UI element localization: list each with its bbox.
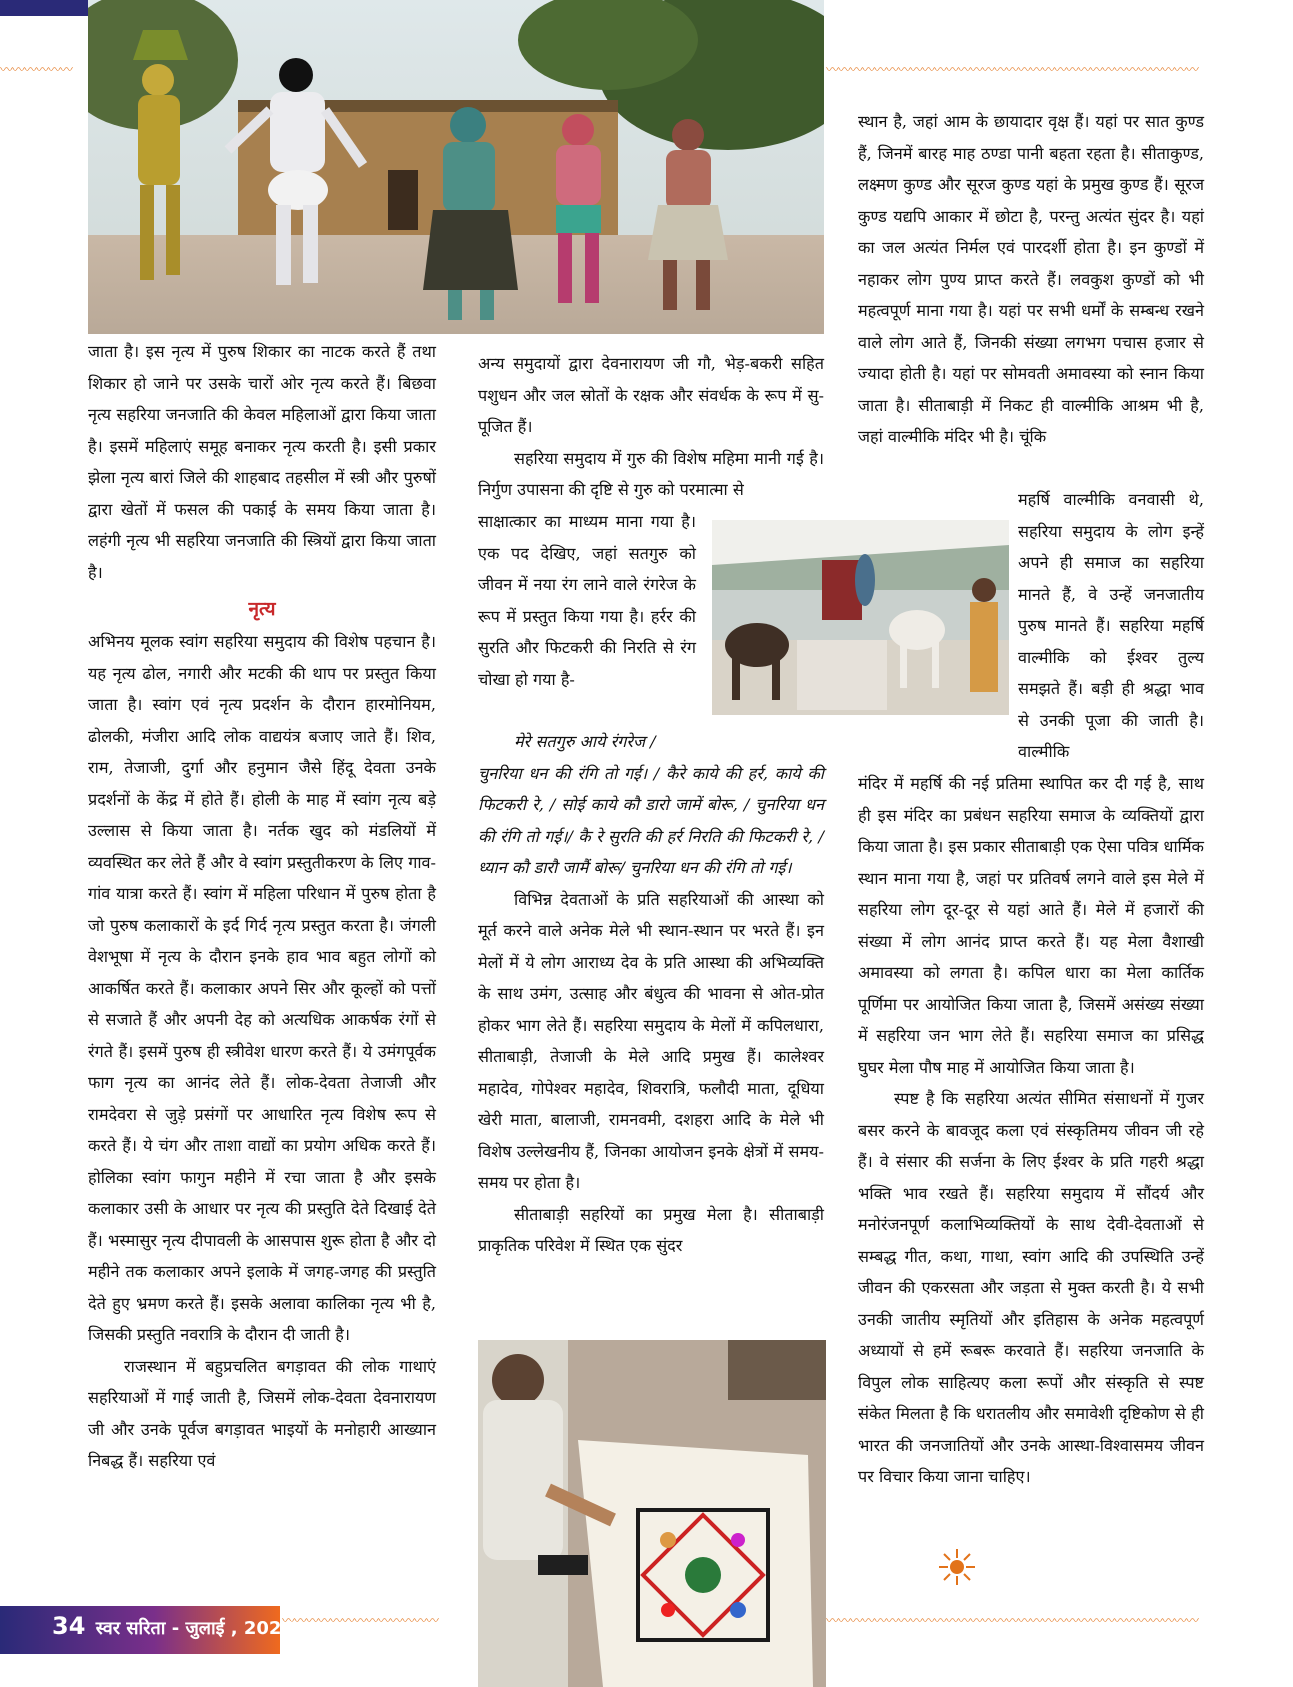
shrine-statues-photo (712, 520, 1009, 715)
section-heading-nritya: नृत्य (248, 598, 276, 620)
middle-paragraph-3: विभिन्न देवताओं के प्रति सहरियाओं की आस्था को मूर्त करने वाले अनेक मेले भी स्थान-स्थान पर भरते हैं। इन मेलों में ये लोग आराध्य देव के प्रति आस्था की अभिव्यक्ति के साथ उमंग, उत्साह और बंधुत्व की भावना से ओत-प्रोत होकर भाग लेते हैं। सहरिया समुदाय के मेलों में कपिलधारा, सीताबाड़ी, तेजाजी के मेले आदि प्रमुख हैं। कालेश्वर महादेव, गोपेश्वर महादेव, शिवरात्रि, फलौदी माता, दूधिया खेरी माता, बालाजी, रामनवमी, दशहरा आदि के मेले भी विशेष उल्लेखनीय हैं, जिनका आयोजन इनके क्षेत्रों में समय-समय पर होता है। (478, 889, 824, 1192)
top-bar-dark (0, 0, 88, 16)
bottom-right-border: 〰〰〰〰〰〰〰〰〰〰〰〰〰〰〰〰〰〰〰〰〰〰〰〰〰〰〰〰〰〰〰 (826, 1614, 1199, 1629)
left-paragraph-3: राजस्थान में बहुप्रचलित बगड़ावत की लोक गाथाएं सहरियाओं में गाई जाती है, जिसमें लोक-देवता देवनारायण जी और उनके पूर्वज बगड़ावत भाइयों के मनोहारी आख्यान निबद्ध हैं। सहरिया एवं (88, 1356, 436, 1470)
middle-column-narrow (478, 506, 696, 695)
footer-text (52, 1612, 294, 1640)
end-sun-icon (938, 1548, 976, 1586)
page-number: 34 (52, 1612, 86, 1640)
top-right-border: 〰〰〰〰〰〰〰〰〰〰〰〰〰〰〰〰〰〰〰〰〰〰〰〰〰〰〰〰〰〰〰 (826, 63, 1199, 78)
middle-paragraph-4: सीताबाड़ी सहरियों का प्रमुख मेला है। सीताबाड़ी प्राकृतिक परिवेश में स्थित एक सुंदर (478, 1204, 824, 1255)
middle-column-top (478, 348, 824, 506)
middle-column-bottom (478, 726, 824, 1262)
middle-paragraph-2: सहरिया समुदाय में गुरु की विशेष महिमा मानी गई है। निर्गुण उपासना की दृष्टि से गुरु को परमात्मा से (478, 448, 824, 499)
middle-paragraph-1: अन्य समुदायों द्वारा देवनारायण जी गौ, भेड़-बकरी सहित पशुधन और जल स्रोतों के रक्षक और संवर्धक के रूप में सु-पूजित हैं। (478, 354, 824, 436)
right-column-narrow (1018, 484, 1204, 768)
right-paragraph-3: स्पष्ट है कि सहरिया अत्यंत सीमित संसाधनों में गुजर बसर करने के बावजूद कला एवं संस्कृतिमय जीवन जी रहे हैं। वे संसार की सर्जना के लिए ईश्वर के प्रति गहरी श्रद्धा भक्ति भाव रखते हैं। सहरिया समुदाय में सौंदर्य और मनोरंजनपूर्ण कलाभिव्यक्तियों के साथ देवी-देवताओं से सम्बद्ध गीत, कथा, गाथा, स्वांग आदि की उपस्थिति उन्हें जीवन की एकरसता और जड़ता से मुक्त करती है। ये सभी उनकी जातीय स्मृतियों और इतिहास के अनेक महत्वपूर्ण अध्यायों से हमें रूबरू करवाते हैं। सहरिया जनजाति के विपुल लोक साहित्यए कला रूपों और संस्कृति से स्पष्ट संकेत मिलता है कि धरातलीय और समावेशी दृष्टिकोण से ही भारत की जनजातियों और उनके आस्था-विश्वासमय जीवन पर विचार किया जाना चाहिए। (858, 1089, 1204, 1486)
magazine-issue: स्वर सरिता - जुलाई , 2024 (95, 1618, 294, 1639)
artist-painting-photo (478, 1340, 826, 1687)
right-column-bottom (858, 768, 1204, 1493)
left-column (88, 336, 436, 1477)
right-column-top (858, 106, 1204, 453)
middle-paragraph-narrow: साक्षात्कार का माध्यम माना गया है। एक पद देखिए, जहां सतगुरु को जीवन में नया रंग लाने वाले रंगरेज के रूप में प्रस्तुत किया गया है। हर्रर की सुरति और फिटकरी की निरति से रंग चोखा हो गया है- (478, 512, 696, 689)
bottom-left-border: 〰〰〰〰〰〰〰〰〰〰〰〰〰 (282, 1614, 439, 1629)
poem-body: चुनरिया धन की रंगि तो गई। / कैरे काये की हर्र, काये की फिटकरी रे, / सोई काये कौ डारो जामें बोरू, / चुनरिया धन की रंगि तो गई।/ कै रे सुरति की हर्र निरति की फिटकरी रे, / ध्यान कौ डारौ जामैं बोरू/ चुनरिया धन की रंगि तो गई। (478, 763, 824, 877)
right-paragraph-narrow: महर्षि वाल्मीकि वनवासी थे, सहरिया समुदाय के लोग इन्हें अपने ही समाज का सहरिया मानते हैं, वे उन्हें जनजातीय पुरुष मानते हैं। सहरिया महर्षि वाल्मीकि को ईश्वर तुल्य समझते हैं। बड़ी ही श्रद्धा भाव से उनकी पूजा की जाती है। वाल्मीकि (1018, 490, 1204, 761)
top-left-border: 〰〰〰〰〰〰 (0, 63, 73, 78)
left-paragraph-2: अभिनय मूलक स्वांग सहरिया समुदाय की विशेष पहचान है। यह नृत्य ढोल, नगारी और मटकी की थाप पर प्रस्तुत किया जाता है। स्वांग एवं नृत्य प्रदर्शन के दौरान हारमोनियम, ढोलकी, मंजीरा आदि लोक वाद्ययंत्र बजाए जाते हैं। शिव, राम, तेजाजी, दुर्गा और हनुमान जैसे हिंदू देवता उनके प्रदर्शनों के केंद्र में होते हैं। होली के माह में स्वांग नृत्य बड़े उल्लास से किया जाता है। नर्तक खुद को मंडलियों में व्यवस्थित कर लेते हैं और वे स्वांग प्रस्तुतीकरण के लिए गाव-गांव यात्रा करते हैं। स्वांग में महिला परिधान में पुरुष होता है जो पुरुष कलाकारों के इर्द गिर्द नृत्य प्रस्तुत करता है। जंगली वेशभूषा में नृत्य के दौरान इनके हाव भाव बहुत लोगों को आकर्षित करते हैं। कलाकार अपने सिर और कूल्हों को पत्तों से सजाते हैं और अपनी देह को अत्यधिक आकर्षक रंगों से रंगते हैं। इसमें पुरुष ही स्त्रीवेश धारण करते हैं। ये उमंगपूर्वक फाग नृत्य का आनंद लेते हैं। लोक-देवता तेजाजी और रामदेवरा से जुड़े प्रसंगों पर आधारित नृत्य विशेष रूप से करते हैं। ये चंग और ताशा वाद्यों का प्रयोग अधिक करते हैं। होलिका स्वांग फागुन महीने में रचा जाता है और इसके कलाकार उसी के आधार पर नृत्य की प्रस्तुति देते दिखाई देते हैं। भस्मासुर नृत्य दीपावली के आसपास शुरू होता है और दो महीने तक कलाकार अपने इलाके में जगह-जगह की प्रस्तुति देते हुए भ्रमण करते हैं। इसके अलावा कालिका नृत्य भी है, जिसकी प्रस्तुति नवरात्रि के दौरान दी जाती है। (88, 632, 436, 1344)
right-paragraph-1: स्थान है, जहां आम के छायादार वृक्ष हैं। यहां पर सात कुण्ड हैं, जिनमें बारह माह ठण्डा पानी बहता रहता है। सीताकुण्ड, लक्ष्मण कुण्ड और सूरज कुण्ड यहां के प्रमुख कुण्ड हैं। सूरज कुण्ड यद्यपि आकार में छोटा है, परन्तु अत्यंत सुंदर है। यहां का जल अत्यंत निर्मल एवं पारदर्शी होता है। इन कुण्डों में नहाकर लोग पुण्य प्राप्त करते हैं। लवकुश कुण्डों को भी महत्वपूर्ण माना गया है। यहां पर सभी धर्मों के सम्बन्ध रखने वाले लोग आते हैं, जिनकी संख्या लगभग पचास हजार से ज्यादा होती है। यहां पर सोमवती अमावस्या को स्नान किया जाता है। सीताबाड़ी में निकट ही वाल्मीकि आश्रम भी है, जहां वाल्मीकि मंदिर भी है। चूंकि (858, 112, 1204, 446)
left-paragraph-1: जाता है। इस नृत्य में पुरुष शिकार का नाटक करते हैं तथा शिकार हो जाने पर उसके चारों ओर नृत्य करते हैं। बिछवा नृत्य सहरिया जनजाति की केवल महिलाओं द्वारा किया जाता है। इसमें महिलाएं समूह बनाकर नृत्य करती है। इसी प्रकार झेला नृत्य बारां जिले की शाहबाद तहसील में स्त्री और पुरुषों द्वारा खेतों में फसल की पकाई के समय किया जाता है। लहंगी नृत्य भी सहरिया जनजाति की स्त्रियों द्वारा किया जाता है। (88, 342, 436, 582)
dancers-photo (88, 0, 824, 334)
poem-first-line: मेरे सतगुरु आये रंगरेज / (514, 732, 656, 751)
right-paragraph-2: मंदिर में महर्षि की नई प्रतिमा स्थापित कर दी गई है, साथ ही इस मंदिर का प्रबंधन सहरिया समाज के व्यक्तियों द्वारा किया जाता है। इस प्रकार सीताबाड़ी एक ऐसा पवित्र धार्मिक स्थान माना गया है, जहां पर प्रतिवर्ष लगने वाले इस मेले में सहरिया लोग दूर-दूर से यहां आते हैं। मेले में हजारों की संख्या में लोग आनंद प्राप्त करते हैं। यह मेला वैशाखी अमावस्या को लगता है। कपिल धारा का मेला कार्तिक पूर्णिमा पर आयोजित किया जाता है, जिसमें असंख्य संख्या में सहरिया जन भाग लेते हैं। सहरिया समाज का प्रसिद्ध घुघर मेला पौष माह में आयोजित किया जाता है। (858, 774, 1204, 1077)
